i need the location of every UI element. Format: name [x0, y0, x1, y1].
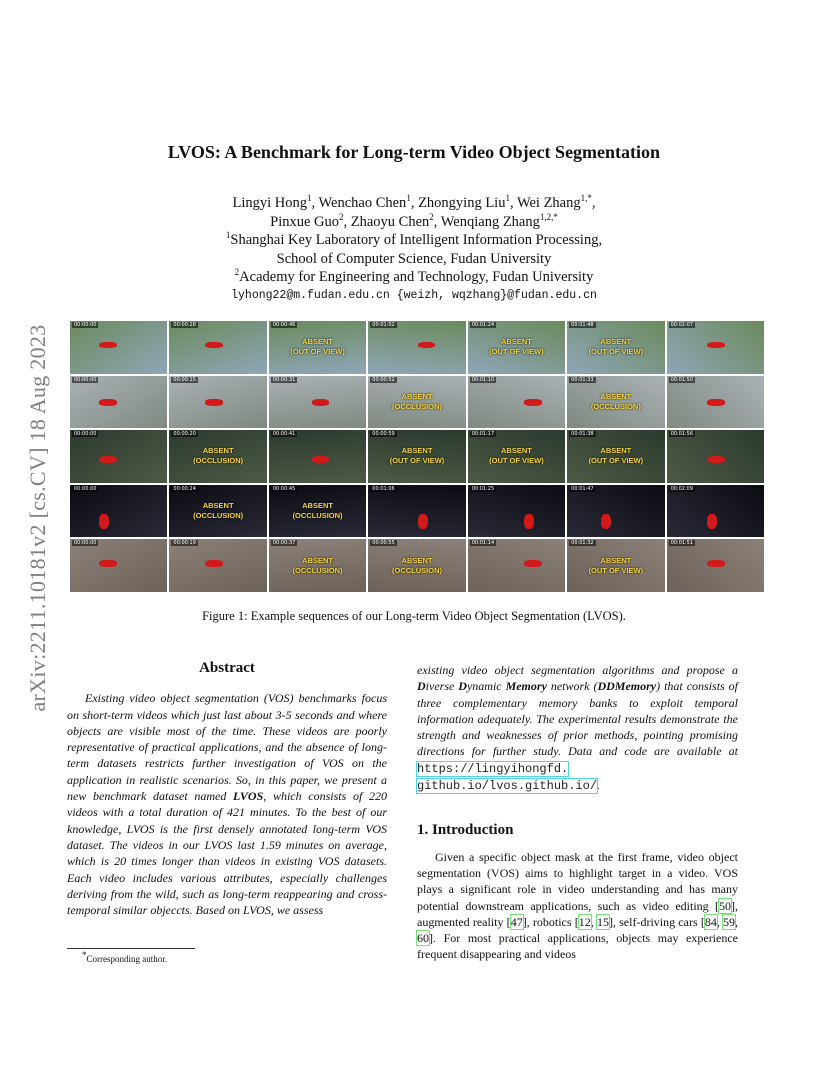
- frame-timestamp: 00:01:06: [372, 485, 395, 492]
- video-frame: [567, 430, 664, 483]
- frame-timestamp: 00:01:17: [471, 431, 495, 438]
- video-frame: [269, 485, 366, 538]
- abstract-continued: existing video object segmentation algorithms and propose a Diverse Dynamic Memory network (DDMemory) that consists of three complementary memory banks to exploit temporal information adequately. The experimental results demonstrate the strength and weaknesses of prior methods, pointing promising directions for further study. Data and code are available at https://lingyihongfd. github.io/lvos.github.io/.: [417, 663, 738, 794]
- video-frame: [567, 485, 664, 538]
- citation[interactable]: 15: [596, 914, 609, 929]
- absent-label: ABSENT (OUT OF VIEW): [389, 446, 445, 466]
- frame-timestamp: 00:00:00: [74, 540, 97, 547]
- target-object-mask: [707, 342, 725, 348]
- target-object-mask: [707, 456, 725, 462]
- frame-timestamp: 00:01:51: [670, 540, 694, 547]
- video-frame: [667, 321, 764, 374]
- abstract-text: Existing video object segmentation (VOS) benchmarks focus on short-term videos which just last about 3-5 seconds and where objects are visible most of the time. These videos are poorly representative of practical applications, and the absence of long-term datasets restricts further investigation of VOS on the application in realistic scenarios. So, in this paper, we present a new benchmark dataset named LVOS, which consists of 220 videos with a total duration of 421 minutes. To the best of our knowledge, LVOS is the first densely annotated long-term VOS dataset. The videos in our LVOS last 1.59 minutes on average, which is 20 times longer than videos in existing VOS datasets. Each video includes various attributes, especially challenges deriving from the wild, such as long-term reappearing and cross-temporal similar objeccts. Based on LVOS, we assess: [67, 691, 387, 918]
- target-object-mask: [99, 514, 109, 530]
- frame-timestamp: 00:00:24: [173, 485, 196, 492]
- video-frame: [169, 430, 266, 483]
- frame-timestamp: 00:00:52: [372, 376, 395, 383]
- absent-label: ABSENT (OCCLUSION): [292, 555, 343, 575]
- frame-timestamp: 00:00:37: [272, 540, 296, 547]
- footnote-rule: [67, 948, 195, 949]
- video-frame: [169, 539, 266, 592]
- frame-timestamp: 00:00:59: [372, 431, 395, 438]
- video-frame: [70, 485, 167, 538]
- frame-timestamp: 00:01:02: [372, 322, 395, 328]
- abstract-column: [67, 660, 387, 918]
- target-object-mask: [418, 342, 436, 348]
- target-object-mask: [312, 399, 330, 405]
- frame-timestamp: 00:00:00: [74, 485, 97, 492]
- figure-1-grid: [70, 321, 764, 592]
- frame-timestamp: 00:02:09: [670, 485, 694, 492]
- citation[interactable]: 12: [578, 914, 591, 929]
- target-object-mask: [312, 456, 330, 462]
- absent-label: ABSENT (OUT OF VIEW): [489, 337, 544, 357]
- target-object-mask: [205, 342, 223, 348]
- frame-timestamp: 00:01:10: [471, 376, 495, 383]
- citation[interactable]: 47: [510, 914, 523, 929]
- frame-timestamp: 00:01:50: [670, 376, 694, 383]
- video-frame: [70, 430, 167, 483]
- video-frame: [468, 539, 565, 592]
- frame-timestamp: 00:00:46: [272, 322, 296, 328]
- video-frame: [269, 430, 366, 483]
- frame-timestamp: 00:00:00: [74, 322, 97, 328]
- video-frame: [269, 376, 366, 429]
- affiliation-1: $^1$Shanghai Key Laboratory of Intelligent Information Processing,: [225, 230, 603, 248]
- video-frame: [368, 485, 465, 538]
- frame-timestamp: 00:00:28: [173, 322, 196, 328]
- absent-label: ABSENT (OCCLUSION): [292, 501, 343, 521]
- target-object-mask: [205, 399, 223, 405]
- frame-timestamp: 00:00:55: [372, 540, 395, 547]
- citation[interactable]: 59: [723, 914, 736, 929]
- frame-timestamp: 00:00:00: [74, 431, 97, 438]
- absent-label: ABSENT (OUT OF VIEW): [489, 446, 544, 466]
- video-frame: [368, 539, 465, 592]
- frame-timestamp: 00:00:19: [173, 540, 196, 547]
- arxiv-sidebar: [18, 268, 58, 768]
- frame-timestamp: 00:00:00: [74, 376, 97, 383]
- target-object-mask: [707, 514, 717, 530]
- absent-label: ABSENT (OUT OF VIEW): [588, 337, 644, 357]
- frame-timestamp: 00:01:32: [571, 540, 594, 547]
- video-frame: [70, 321, 167, 374]
- video-frame: [567, 539, 664, 592]
- video-frame: [269, 539, 366, 592]
- video-frame: [269, 321, 366, 374]
- author-block: [0, 194, 828, 305]
- video-frame: [169, 376, 266, 429]
- frame-timestamp: 00:01:38: [571, 431, 594, 438]
- absent-label: ABSENT (OCCLUSION): [193, 446, 244, 466]
- absent-label: ABSENT (OCCLUSION): [391, 555, 442, 575]
- footnote: *Corresponding author.: [82, 950, 167, 964]
- affiliation-1b: School of Computer Science, Fudan University: [276, 250, 552, 267]
- intro-heading: 1. Introduction: [417, 822, 514, 839]
- frame-timestamp: 00:00:15: [173, 376, 196, 383]
- target-object-mask: [707, 399, 725, 405]
- video-frame: [70, 539, 167, 592]
- target-object-mask: [524, 399, 542, 405]
- frame-timestamp: 00:01:47: [571, 485, 594, 492]
- author-line-2: Pinxue Guo$^2$, Zhaoyu Chen$^2$, Wenqiang Zhang$^{1,2,*}$: [270, 211, 558, 230]
- citation[interactable]: 50: [719, 898, 731, 913]
- target-object-mask: [418, 514, 428, 530]
- absent-label: ABSENT (OCCLUSION): [590, 391, 641, 411]
- project-link[interactable]: https://lingyihongfd.: [417, 761, 569, 776]
- video-frame: [468, 485, 565, 538]
- figure-caption: Figure 1: Example sequences of our Long-term Video Object Segmentation (LVOS).: [202, 609, 626, 623]
- paper-title: LVOS: A Benchmark for Long-term Video Object Segmentation: [167, 142, 661, 162]
- target-object-mask: [99, 560, 117, 566]
- abstract-heading: Abstract: [199, 660, 255, 676]
- video-frame: [70, 376, 167, 429]
- citation[interactable]: 84: [704, 914, 717, 929]
- video-frame: [368, 321, 465, 374]
- video-frame: [667, 430, 764, 483]
- target-object-mask: [601, 514, 611, 530]
- frame-timestamp: 00:01:25: [471, 485, 495, 492]
- target-object-mask: [524, 514, 534, 530]
- video-frame: [567, 376, 664, 429]
- absent-label: ABSENT (OCCLUSION): [391, 391, 442, 411]
- author-emails: lyhong22@m.fudan.edu.cn {weizh, wqzhang}@fudan.edu.cn: [231, 288, 597, 302]
- video-frame: [169, 321, 266, 374]
- absent-label: ABSENT (OUT OF VIEW): [588, 446, 644, 466]
- video-frame: [667, 485, 764, 538]
- target-object-mask: [99, 456, 117, 462]
- video-frame: [169, 485, 266, 538]
- video-frame: [368, 430, 465, 483]
- video-frame: [468, 430, 565, 483]
- project-link-cont[interactable]: github.io/lvos.github.io/: [417, 779, 598, 794]
- video-frame: [567, 321, 664, 374]
- absent-label: ABSENT (OCCLUSION): [193, 501, 244, 521]
- frame-timestamp: 00:01:48: [571, 322, 594, 328]
- intro-text: Given a specific object mask at the first frame, video object segmentation (VOS) aims to highlight target in a video. VOS plays a significant role in video understanding and has many potential downstream applications, such as video editing [50], augmented reality [47], robotics [12, 15], self-driving cars [84, 59, 60]. For most practical applications, objects may experience frequent disappearing and videos: [417, 849, 739, 962]
- video-frame: [368, 376, 465, 429]
- frame-timestamp: 00:01:33: [571, 376, 594, 383]
- video-frame: [468, 376, 565, 429]
- frame-timestamp: 00:02:07: [670, 322, 694, 328]
- target-object-mask: [707, 560, 725, 566]
- arxiv-id: arXiv:2211.10181v2 [cs.CV] 18 Aug 2023: [25, 324, 50, 712]
- absent-label: ABSENT (OUT OF VIEW): [588, 555, 644, 575]
- citation[interactable]: 60: [417, 931, 429, 946]
- target-object-mask: [99, 399, 117, 405]
- frame-timestamp: 00:01:56: [670, 431, 694, 438]
- video-frame: [667, 539, 764, 592]
- frame-timestamp: 00:00:41: [272, 431, 296, 438]
- video-frame: [468, 321, 565, 374]
- target-object-mask: [524, 560, 542, 566]
- frame-timestamp: 00:00:31: [272, 376, 296, 383]
- frame-timestamp: 00:01:24: [471, 322, 495, 328]
- absent-label: ABSENT (OUT OF VIEW): [290, 337, 345, 357]
- frame-timestamp: 00:00:45: [272, 485, 296, 492]
- author-line-1: Lingyi Hong$^1$, Wenchao Chen$^1$, Zhongying Liu$^1$, Wei Zhang$^{1,*}$,: [232, 193, 596, 211]
- target-object-mask: [99, 342, 117, 348]
- right-column: [417, 662, 738, 963]
- target-object-mask: [205, 560, 223, 566]
- frame-timestamp: 00:00:20: [173, 431, 196, 438]
- frame-timestamp: 00:01:14: [471, 540, 495, 547]
- video-frame: [667, 376, 764, 429]
- affiliation-2: $^2$Academy for Engineering and Technology, Fudan University: [234, 267, 594, 285]
